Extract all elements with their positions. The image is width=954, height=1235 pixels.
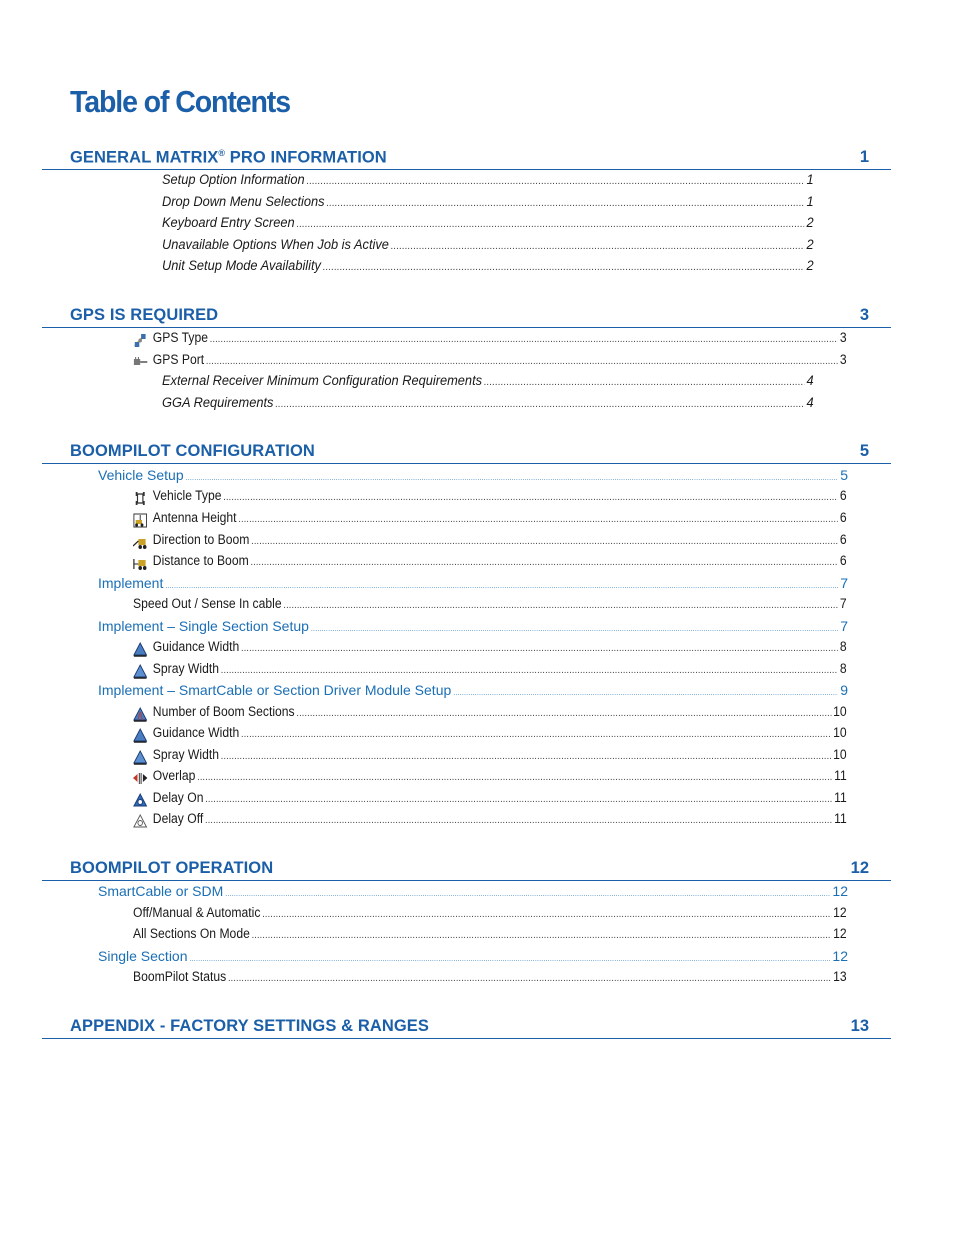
- toc-entry[interactable]: Unit Setup Mode Availability ..... 2: [162, 258, 814, 278]
- section-page-number: 13: [850, 1017, 869, 1035]
- antenna-height-icon: [133, 513, 147, 528]
- toc-entry[interactable]: External Receiver Minimum Configuration Requirements ..... 4: [162, 373, 814, 393]
- toc-section-general: [0, 148, 954, 170]
- delay-on-icon: [133, 793, 147, 808]
- section-title[interactable]: GPS IS REQUIRED: [70, 306, 219, 324]
- toc-entry[interactable]: Antenna Height ..... 6: [133, 510, 847, 530]
- toc-entry[interactable]: Vehicle Type ..... 6: [133, 488, 847, 508]
- toc-entry[interactable]: All Sections On Mode ..... 12: [133, 926, 847, 946]
- toc-entry[interactable]: Unavailable Options When Job is Active ..... 2: [162, 237, 814, 257]
- toc-entry[interactable]: Off/Manual & Automatic ..... 12: [133, 905, 847, 925]
- toc-subsection[interactable]: Implement ..... 7: [98, 575, 848, 595]
- toc-entry[interactable]: Keyboard Entry Screen ..... 2: [162, 215, 814, 235]
- toc-entry[interactable]: Setup Option Information ..... 1: [162, 172, 814, 192]
- toc-subsection[interactable]: Vehicle Setup ..... 5: [98, 467, 848, 487]
- toc-entry[interactable]: Drop Down Menu Selections ..... 1: [162, 194, 814, 214]
- toc-entry[interactable]: Delay On ..... 11: [133, 790, 847, 810]
- section-header: [42, 859, 891, 881]
- overlap-icon: [133, 771, 147, 786]
- toc-entry[interactable]: Spray Width ..... 8: [133, 661, 847, 681]
- toc-entry[interactable]: GPS Port ..... 3: [133, 352, 847, 372]
- section-header: [42, 442, 891, 464]
- toc-section-appendix: [0, 1017, 954, 1039]
- distance-to-boom-icon: [133, 556, 147, 571]
- page-title: Table of Contents: [70, 84, 290, 119]
- toc-entry[interactable]: BoomPilot Status ..... 13: [133, 969, 847, 989]
- toc-entry[interactable]: Guidance Width ..... 10: [133, 725, 847, 745]
- spray-width-icon: [133, 664, 147, 679]
- toc-section-boompilot-operation: [0, 859, 954, 881]
- toc-entry[interactable]: GPS Type ..... 3: [133, 330, 847, 350]
- vehicle-type-icon: [133, 491, 147, 506]
- delay-off-icon: [133, 814, 147, 829]
- toc-entry[interactable]: Guidance Width ..... 8: [133, 639, 847, 659]
- guidance-width-icon: [133, 642, 147, 657]
- gps-port-cable-icon: [133, 355, 147, 370]
- section-title[interactable]: BOOMPILOT OPERATION: [70, 859, 274, 877]
- section-page-number: 1: [859, 148, 869, 166]
- toc-entry[interactable]: Delay Off ..... 11: [133, 811, 847, 831]
- toc-entry[interactable]: Spray Width ..... 10: [133, 747, 847, 767]
- toc-entry[interactable]: GGA Requirements ..... 4: [162, 395, 814, 415]
- toc-entry[interactable]: Direction to Boom ..... 6: [133, 532, 847, 552]
- section-title[interactable]: GENERAL MATRIX® PRO INFORMATION: [70, 148, 387, 167]
- gps-satellite-icon: [133, 333, 147, 348]
- spray-width-icon: [133, 750, 147, 765]
- section-title[interactable]: APPENDIX - FACTORY SETTINGS & RANGES: [70, 1017, 430, 1035]
- toc-subsection[interactable]: Implement – SmartCable or Section Driver Module Setup ..... 9: [98, 682, 848, 702]
- toc-section-boompilot-config: [0, 442, 954, 464]
- boom-sections-icon: [133, 707, 147, 722]
- section-page-number: 12: [850, 859, 869, 877]
- section-page-number: 3: [859, 306, 869, 324]
- toc-subsection[interactable]: SmartCable or SDM ..... 12: [98, 883, 848, 903]
- toc-entry[interactable]: Speed Out / Sense In cable ..... 7: [133, 596, 847, 616]
- section-title[interactable]: BOOMPILOT CONFIGURATION: [70, 442, 315, 460]
- section-header: [42, 1017, 891, 1039]
- toc-entry[interactable]: Overlap ..... 11: [133, 768, 847, 788]
- guidance-width-icon: [133, 728, 147, 743]
- section-page-number: 5: [859, 442, 869, 460]
- toc-subsection[interactable]: Single Section ..... 12: [98, 948, 848, 968]
- section-header: [42, 148, 891, 170]
- toc-entry[interactable]: Number of Boom Sections ..... 10: [133, 704, 847, 724]
- direction-to-boom-icon: [133, 535, 147, 550]
- toc-entry[interactable]: Distance to Boom ..... 6: [133, 553, 847, 573]
- section-header: [42, 306, 891, 328]
- toc-section-gps: [0, 306, 954, 328]
- toc-subsection[interactable]: Implement – Single Section Setup ..... 7: [98, 618, 848, 638]
